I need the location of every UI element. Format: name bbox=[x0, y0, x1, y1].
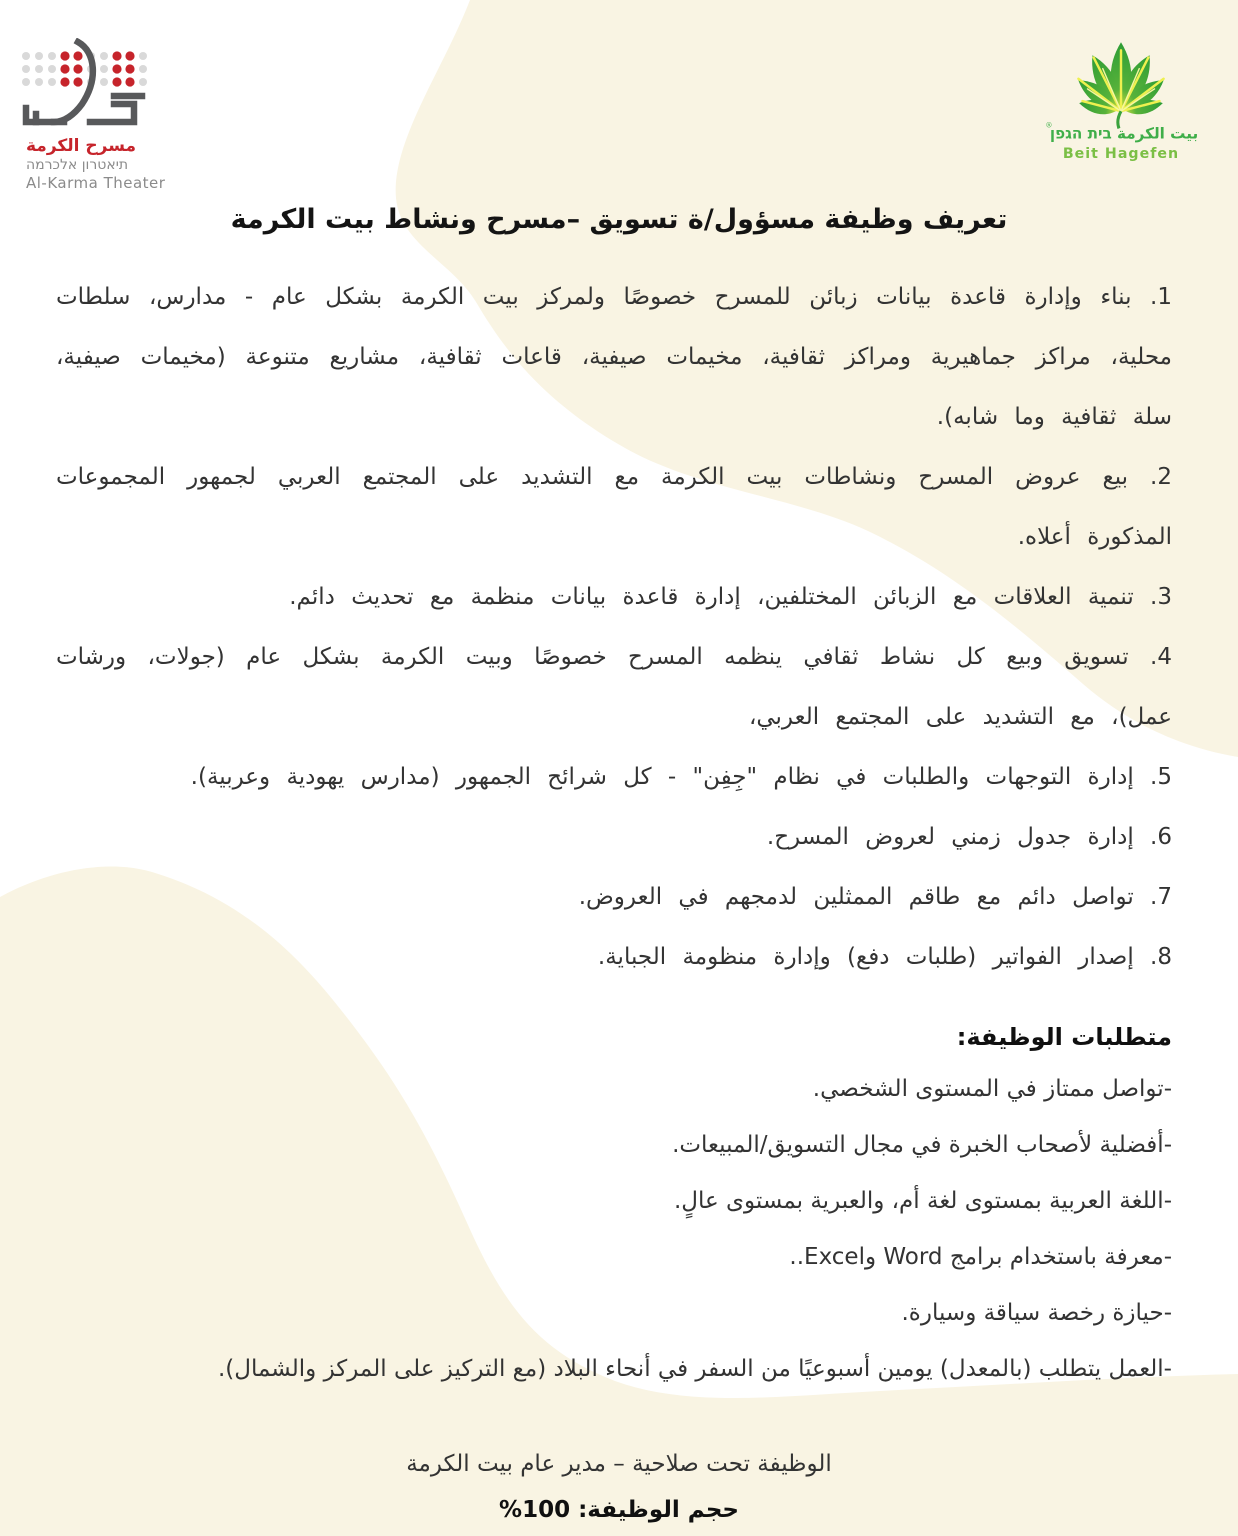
requirement-item: -أفضلية لأصحاب الخبرة في مجال التسويق/المبيعات. bbox=[672, 1132, 1172, 1158]
alkarma-name-arabic: مسرح الكرمة bbox=[26, 136, 137, 156]
alkarma-name-english: Al-Karma Theater bbox=[26, 174, 166, 192]
requirement-item: -حيازة رخصة سياقة وسيارة. bbox=[901, 1300, 1172, 1326]
registered-mark: ® bbox=[1045, 120, 1053, 130]
alkarma-name-hebrew: תיאטרון אלכרמה bbox=[26, 157, 129, 173]
requirement-item: -العمل يتطلب (بالمعدل) يومين أسبوعيًا من السفر في أنحاء البلاد (مع التركيز على المركز والشمال). bbox=[217, 1356, 1172, 1382]
duty-item: 6. إدارة جدول زمني لعروض المسرح. bbox=[766, 824, 1172, 850]
duties-list bbox=[56, 267, 1172, 987]
document-body bbox=[0, 204, 1238, 1533]
duty-item: 8. إصدار الفواتير (طلبات دفع) وإدارة منظومة الجباية. bbox=[597, 944, 1172, 970]
duty-item: 3. تنمية العلاقات مع الزبائن المختلفين، إدارة قاعدة بيانات منظمة مع تحديث دائم. bbox=[289, 584, 1172, 610]
page-title: تعريف وظيفة مسؤول/ة تسويق –مسرح ونشاط بيت الكرمة bbox=[230, 204, 1008, 235]
beit-hagefen-leaf-icon bbox=[1031, 24, 1211, 166]
alkarma-logo-icon bbox=[20, 38, 160, 130]
beit-hagefen-logo bbox=[1026, 24, 1216, 170]
hagefen-name-bilingual: بيت الكرمة בית הגפן bbox=[1049, 124, 1199, 143]
alkarma-theater-logo bbox=[20, 38, 210, 192]
duty-item: 2. بيع عروض المسرح ونشاطات بيت الكرمة مع التشديد على المجتمع العربي لجمهور المجموعات المذكورة أعلاه. bbox=[56, 464, 1172, 550]
hagefen-name-english: Beit Hagefen bbox=[1062, 145, 1180, 162]
duty-item: 1. بناء وإدارة قاعدة بيانات زبائن للمسرح خصوصًا ولمركز بيت الكرمة بشكل عام - مدارس، سلطات محلية، مراكز جماهيرية ومراكز ثقافية، مخيمات صيفية، قاعات ثقافية، مشاريع متنوعة (مخيمات صيفية، سلة ثقافية وما شابه). bbox=[56, 284, 1172, 430]
duty-item: 4. تسويق وبيع كل نشاط ثقافي ينظمه المسرح خصوصًا وبيت الكرمة بشكل عام (جولات، ورشات عمل)، مع التشديد على المجتمع العربي، bbox=[56, 644, 1172, 730]
duty-item: 5. إدارة التوجهات والطلبات في نظام "جِفِن" - كل شرائح الجمهور (مدارس يهودية وعربية). bbox=[190, 764, 1172, 790]
requirement-item: -معرفة باستخدام برامج Word وExcel.. bbox=[789, 1244, 1172, 1270]
duty-item: 7. تواصل دائم مع طاقم الممثلين لدمجهم في العروض. bbox=[578, 884, 1172, 910]
requirements-heading: متطلبات الوظيفة: bbox=[956, 1023, 1172, 1051]
requirement-item: -تواصل ممتاز في المستوى الشخصي. bbox=[812, 1076, 1172, 1102]
requirement-item: -اللغة العربية بمستوى لغة أم، والعبرية بمستوى عالٍ. bbox=[673, 1188, 1172, 1214]
header bbox=[0, 0, 1238, 198]
footer-authority-line: الوظيفة تحت صلاحية – مدير عام بيت الكرمة bbox=[406, 1451, 832, 1477]
footer-scope-line: حجم الوظيفة: 100% bbox=[499, 1497, 739, 1523]
requirements-list bbox=[56, 1061, 1172, 1397]
footer bbox=[0, 1441, 1238, 1533]
